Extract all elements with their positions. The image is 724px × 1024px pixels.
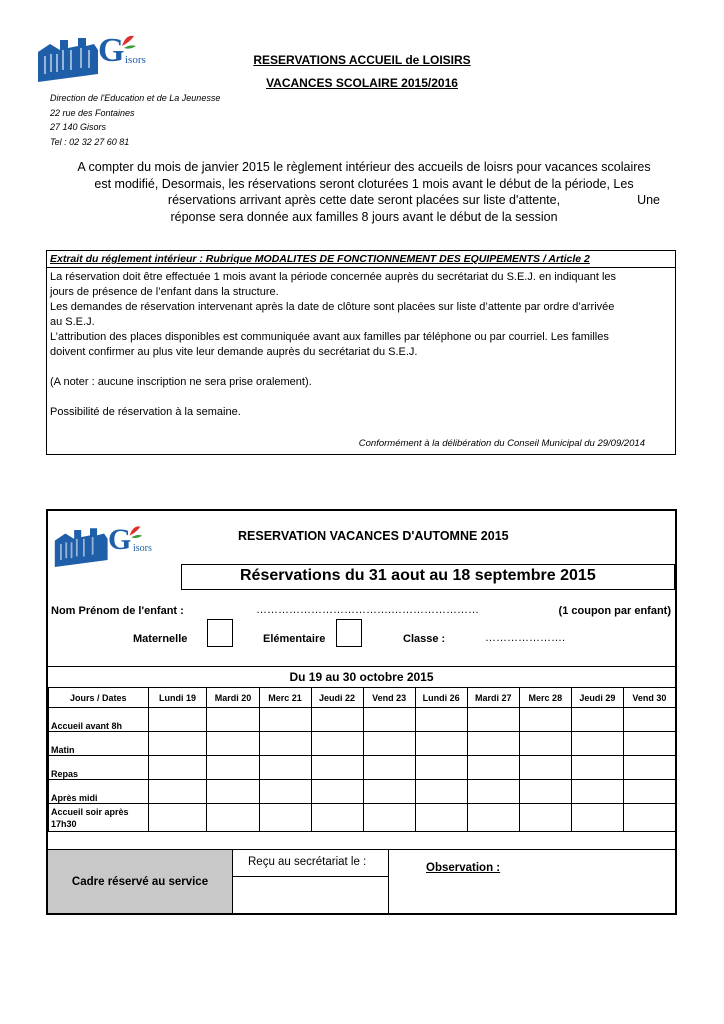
grid-row-label: Accueil soir après 17h30	[49, 804, 149, 832]
child-name-field[interactable]: ……………………………….……………………	[256, 604, 480, 616]
maternelle-checkbox[interactable]	[207, 619, 233, 647]
form-divider	[48, 666, 675, 667]
grid-row-label: Matin	[49, 732, 149, 756]
extract-footer: Conformément à la délibération du Conseil Municipal du 29/09/2014	[358, 438, 645, 449]
grid-row-label: Après midi	[49, 780, 149, 804]
extract-line: Les demandes de réservation intervenant après la date de clôture sont placées sur liste d’attente par ordre d’arrivée	[50, 301, 615, 313]
service-label: Cadre réservé au service	[71, 875, 209, 888]
grid-cell[interactable]	[467, 708, 519, 732]
extract-line: Possibilité de réservation à la semaine.	[50, 406, 241, 418]
reservation-form	[46, 509, 677, 915]
extract-line: doivent confirmer au plus vite leur demande auprès du secrétariat du S.E.J.	[50, 346, 418, 358]
grid-cell[interactable]	[571, 804, 623, 832]
grid-header-cell: Vend 30	[623, 688, 675, 708]
grid-header-cell: Merc 28	[519, 688, 571, 708]
grid-cell[interactable]	[363, 756, 415, 780]
address-line: Direction de l'Education et de La Jeunesse	[50, 93, 221, 103]
grid-row	[49, 804, 676, 832]
grid-header-cell: Jours / Dates	[49, 688, 149, 708]
address-block	[50, 91, 220, 149]
grid-cell[interactable]	[207, 780, 259, 804]
logo-leaf-mark	[126, 523, 144, 541]
grid-row	[49, 708, 676, 732]
grid-cell[interactable]	[519, 708, 571, 732]
extract-heading: Extrait du réglement intérieur : Rubrique MODALITES DE FONCTIONNEMENT DES EQUIPEMENTS / Article 2	[47, 251, 675, 268]
child-name-label: Nom Prénom de l'enfant :	[51, 605, 184, 617]
grid-cell[interactable]	[311, 780, 363, 804]
logo-g-letter: G	[98, 32, 125, 69]
logo-g-letter: G	[108, 523, 132, 556]
grid-cell[interactable]	[259, 708, 311, 732]
grid-cell[interactable]	[259, 804, 311, 832]
received-label: Reçu au secrétariat le :	[248, 856, 367, 868]
grid-cell[interactable]	[467, 804, 519, 832]
extract-line: jours de présence de l’enfant dans la structure.	[50, 286, 279, 298]
grid-cell[interactable]	[571, 732, 623, 756]
doc-title-line2: VACANCES SCOLAIRE 2015/2016	[266, 76, 458, 90]
grid-cell[interactable]	[623, 732, 675, 756]
intro-line: réponse sera donnée aux familles 8 jours avant le début de la session	[170, 209, 558, 224]
intro-line-right: Une	[637, 193, 660, 207]
received-field[interactable]	[233, 877, 388, 913]
grid-cell[interactable]	[311, 804, 363, 832]
grid-cell[interactable]	[571, 708, 623, 732]
extract-line: au S.E.J.	[50, 316, 95, 328]
grid-header-cell: Jeudi 22	[311, 688, 363, 708]
grid-row	[49, 756, 676, 780]
grid-cell[interactable]	[519, 732, 571, 756]
observation-field[interactable]	[390, 881, 673, 913]
grid-cell[interactable]	[363, 708, 415, 732]
address-line: 22 rue des Fontaines	[50, 107, 135, 118]
classe-field[interactable]: ………………….	[485, 632, 566, 644]
grid-cell[interactable]	[311, 708, 363, 732]
grid-cell[interactable]	[311, 732, 363, 756]
grid-cell[interactable]	[467, 780, 519, 804]
form-gisors-logo	[54, 521, 164, 571]
grid-cell[interactable]	[415, 708, 467, 732]
grid-cell[interactable]	[415, 780, 467, 804]
grid-cell[interactable]	[467, 756, 519, 780]
grid-cell[interactable]	[415, 732, 467, 756]
grid-cell[interactable]	[207, 732, 259, 756]
observation-label: Observation :	[426, 862, 501, 874]
intro-line: est modifié, Desormais, les réservations seront cloturées 1 mois avant le début de la période, Les	[94, 176, 634, 191]
extract-line: La réservation doit être effectuée 1 mois avant la période concernée auprès du secrétariat du S.E.J. en indiquant les	[50, 271, 617, 283]
grid-cell[interactable]	[207, 708, 259, 732]
observation-divider	[388, 850, 389, 913]
grid-cell[interactable]	[259, 756, 311, 780]
grid-cell[interactable]	[148, 732, 207, 756]
grid-cell[interactable]	[363, 780, 415, 804]
intro-line: A compter du mois de janvier 2015 le règlement intérieur des accueils de loisrs pour vacances scolaires	[77, 160, 651, 174]
grid-cell[interactable]	[148, 804, 207, 832]
intro-paragraph	[52, 159, 676, 225]
grid-row	[49, 780, 676, 804]
grid-cell[interactable]	[148, 708, 207, 732]
elementaire-label: Elémentaire	[263, 633, 326, 645]
grid-cell[interactable]	[259, 732, 311, 756]
maternelle-label: Maternelle	[133, 633, 188, 645]
grid-cell[interactable]	[623, 708, 675, 732]
grid-cell[interactable]	[519, 780, 571, 804]
grid-cell[interactable]	[519, 756, 571, 780]
extract-line: L’attribution des places disponibles est communiquée avant aux familles par téléphone ou par courriel. Les familles	[50, 331, 609, 343]
grid-header-cell: Lundi 19	[148, 688, 207, 708]
grid-cell[interactable]	[259, 780, 311, 804]
grid-cell[interactable]	[415, 804, 467, 832]
regulation-extract-box	[46, 250, 676, 455]
grid-cell[interactable]	[467, 732, 519, 756]
grid-cell[interactable]	[148, 756, 207, 780]
grid-row	[49, 732, 676, 756]
grid-cell[interactable]	[623, 780, 675, 804]
address-line: 27 140 Gisors	[50, 122, 107, 132]
grid-cell[interactable]	[571, 780, 623, 804]
logo-isors-text: isors	[133, 543, 152, 554]
logo-leaf-mark	[118, 32, 138, 52]
grid-cell[interactable]	[415, 756, 467, 780]
reservation-grid	[48, 687, 676, 832]
elementaire-checkbox[interactable]	[336, 619, 362, 647]
grid-cell[interactable]	[207, 804, 259, 832]
grid-header-cell: Vend 23	[363, 688, 415, 708]
grid-cell[interactable]	[207, 756, 259, 780]
grid-cell[interactable]	[148, 780, 207, 804]
grid-cell[interactable]	[623, 756, 675, 780]
form-title: RESERVATION VACANCES D'AUTOMNE 2015	[238, 529, 509, 543]
grid-header-cell: Merc 21	[259, 688, 311, 708]
intro-line-left: réservations arrivant après cette date seront placées sur liste d'attente,	[167, 193, 561, 207]
grid-header-cell: Mardi 27	[467, 688, 519, 708]
classe-label: Classe :	[403, 633, 446, 645]
grid-header-cell: Mardi 20	[207, 688, 259, 708]
address-line: Tel : 02 32 27 60 81	[50, 136, 130, 147]
intro-line	[52, 192, 676, 209]
logo-isors-text: isors	[125, 54, 146, 66]
grid-cell[interactable]	[363, 732, 415, 756]
grid-header-cell: Lundi 26	[415, 688, 467, 708]
extract-line: (A noter : aucune inscription ne sera prise oralement).	[50, 376, 312, 388]
extract-body	[47, 268, 675, 422]
coupon-note: (1 coupon par enfant)	[558, 605, 671, 617]
service-panel	[48, 850, 233, 913]
doc-title-line1: RESERVATIONS ACCUEIL de LOISIRS	[253, 53, 471, 67]
grid-row-label: Accueil avant 8h	[49, 708, 149, 732]
grid-row-label: Repas	[49, 756, 149, 780]
grid-cell[interactable]	[311, 756, 363, 780]
period-title: Réservations du 31 aout au 18 septembre 2015	[240, 567, 596, 584]
grid-cell[interactable]	[519, 804, 571, 832]
grid-cell[interactable]	[623, 804, 675, 832]
grid-cell[interactable]	[571, 756, 623, 780]
grid-cell[interactable]	[363, 804, 415, 832]
grid-header-cell: Jeudi 29	[571, 688, 623, 708]
dates-heading: Du 19 au 30 octobre 2015	[289, 670, 434, 684]
